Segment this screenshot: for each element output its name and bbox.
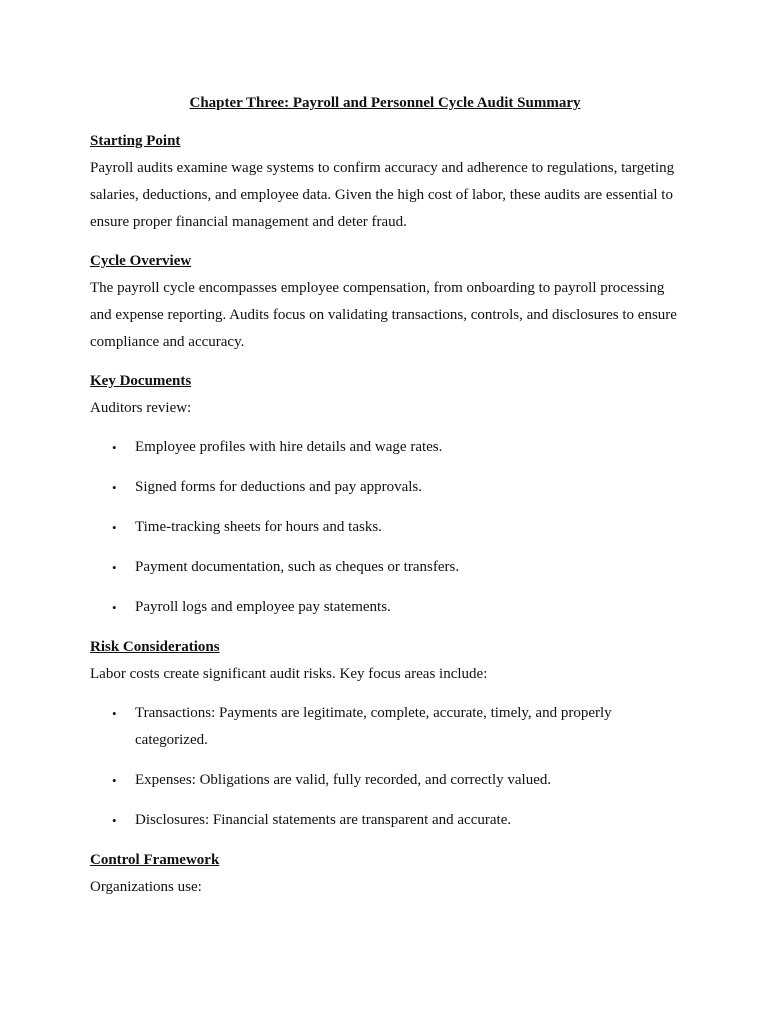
list-item-text: Signed forms for deductions and pay approvals.	[135, 479, 423, 495]
bullet-icon: •	[112, 520, 117, 535]
bullet-list	[90, 700, 680, 834]
list-item	[90, 474, 680, 501]
section-cycle-overview	[90, 248, 680, 356]
list-item-text: Disclosures: Financial statements are transparent and accurate.	[135, 812, 512, 828]
bullet-icon: •	[112, 440, 117, 455]
section-paragraph: Payroll audits examine wage systems to confirm accuracy and adherence to regulations, targeting salaries, deductions, and employee data. Given the high cost of labor, these audits are essential to ensure proper financial management and deter fraud.	[90, 160, 675, 230]
list-item-text: Expenses: Obligations are valid, fully recorded, and correctly valued.	[135, 772, 552, 788]
list-item-text: Transactions: Payments are legitimate, complete, accurate, timely, and properly categorized.	[135, 705, 612, 748]
section-intro: Auditors review:	[90, 400, 192, 416]
list-item	[90, 434, 680, 461]
list-item-text: Employee profiles with hire details and wage rates.	[135, 439, 443, 455]
section-heading: Cycle Overview	[90, 253, 192, 269]
list-item	[90, 700, 680, 754]
section-starting-point	[90, 128, 680, 236]
section-control-framework	[90, 847, 680, 901]
list-item	[90, 594, 680, 621]
section-key-documents	[90, 368, 680, 621]
section-heading: Control Framework	[90, 852, 220, 868]
bullet-list	[90, 434, 680, 621]
section-intro: Organizations use:	[90, 879, 202, 895]
section-risk-considerations	[90, 634, 680, 834]
bullet-icon: •	[112, 560, 117, 575]
list-item-text: Payment documentation, such as cheques or transfers.	[135, 559, 460, 575]
bullet-icon: •	[112, 813, 117, 828]
section-paragraph: The payroll cycle encompasses employee compensation, from onboarding to payroll processing and expense reporting. Audits focus on validating transactions, controls, and disclosures to ensure compliance and accuracy.	[90, 280, 677, 350]
section-heading: Key Documents	[90, 373, 192, 389]
list-item	[90, 807, 680, 834]
bullet-icon: •	[112, 480, 117, 495]
bullet-icon: •	[112, 600, 117, 615]
list-item-text: Payroll logs and employee pay statements.	[135, 599, 391, 615]
bullet-icon: •	[112, 773, 117, 788]
section-intro: Labor costs create significant audit risks. Key focus areas include:	[90, 666, 488, 682]
list-item	[90, 554, 680, 581]
document-body	[90, 92, 680, 913]
list-item-text: Time-tracking sheets for hours and tasks.	[135, 519, 382, 535]
bullet-icon: •	[112, 706, 117, 721]
list-item	[90, 767, 680, 794]
section-heading: Starting Point	[90, 133, 181, 149]
section-heading: Risk Considerations	[90, 639, 220, 655]
list-item	[90, 514, 680, 541]
document-title: Chapter Three: Payroll and Personnel Cycle Audit Summary	[189, 95, 581, 111]
